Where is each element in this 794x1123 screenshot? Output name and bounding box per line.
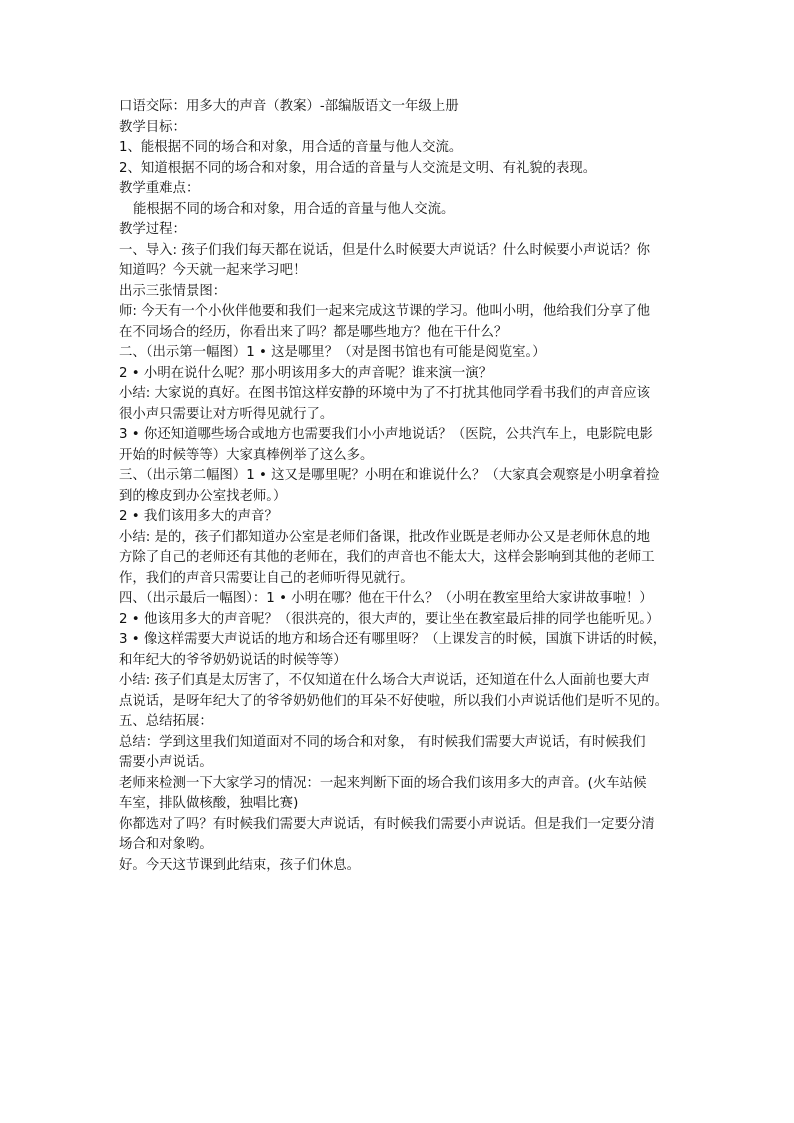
- paragraph-line: 2 • 小明在说什么呢？那小明该用多大的声音呢？谁来演一演？: [119, 365, 493, 381]
- paragraph-line: 师: 今天有一个小伙伴他要和我们一起来完成这节课的学习。他叫小明，他给我们分享了他: [119, 304, 650, 319]
- paragraph-line: 3 • 像这样需要大声说话的地方和场合还有哪里呀？（上课发言的时候，国旗下讲话的时候，: [119, 632, 667, 647]
- paragraph-line: 你都选对了吗？有时候我们需要大声说话，有时候我们需要小声说话。但是我们一定要分清: [119, 816, 655, 832]
- document-title: 口语交际：用多大的声音（教案）-部编版语文一年级上册: [119, 99, 459, 114]
- paragraph-line: 小结: 是的，孩子们都知道办公室是老师们备课，批改作业既是老师办公又是老师休息的地: [119, 529, 650, 545]
- paragraph-line: 2 • 我们该用多大的声音？: [119, 509, 278, 524]
- document-page: [119, 97, 684, 876]
- objective-1: 1、能根据不同的场合和对象，用合适的音量与他人交流。: [119, 140, 463, 155]
- paragraph-line: 四、（出示最后一幅图）：1 • 小明在哪？他在干什么？（小明在教室里给大家讲故事啦！）: [119, 591, 653, 606]
- section-heading-summary: 五、总结拓展：: [119, 714, 213, 729]
- section-heading-process: 教学过程：: [119, 222, 186, 237]
- objective-2: 2、知道根据不同的场合和对象，用合适的音量与人交流是文明、有礼貌的表现。: [119, 160, 597, 176]
- paragraph-line: 车室，排队做核酸，独唱比赛): [119, 796, 299, 811]
- paragraph-line: 在不同场合的经历，你看出来了吗？都是哪些地方？他在干什么？: [119, 324, 508, 340]
- paragraph-line: 知道吗？今天就一起来学习吧！: [119, 263, 307, 278]
- paragraph-line: 方除了自己的老师还有其他的老师在，我们的声音也不能太大，这样会影响到其他的老师工: [119, 550, 655, 565]
- paragraph-line: 作，我们的声音只需要让自己的老师听得见就行。: [119, 570, 414, 586]
- paragraph-line: 开始的时候等等）大家真棒例举了这么多。: [119, 447, 374, 463]
- paragraph-line: 3 • 你还知道哪些场合或地方也需要我们小小声地说话？（医院，公共汽车上，电影院电影: [119, 427, 653, 442]
- paragraph-line: 和年纪大的爷爷奶奶说话的时候等等）: [119, 652, 347, 668]
- paragraph-line: 出示三张情景图：: [119, 283, 227, 299]
- section-heading-key-points: 教学重难点：: [119, 181, 200, 196]
- paragraph-line: 二、（出示第一幅图）1 • 这是哪里？（对是图书馆也有可能是阅览室。）: [119, 345, 546, 360]
- paragraph-line: 小结: 孩子们真是太厉害了，不仅知道在什么场合大声说话，还知道在什么人面前也要大声: [119, 673, 650, 688]
- paragraph-line: 需要小声说话。: [119, 755, 213, 770]
- paragraph-line: 老师来检测一下大家学习的情况：一起来判断下面的场合我们该用多大的声音。(火车站候: [119, 775, 647, 791]
- paragraph-line: 2 • 他该用多大的声音呢？（很洪亮的，很大声的，要让坐在教室最后排的同学也能听见。）: [119, 611, 660, 627]
- key-point: 能根据不同的场合和对象，用合适的音量与他人交流。: [133, 201, 455, 217]
- paragraph-line: 总结：学到这里我们知道面对不同的场合和对象， 有时候我们需要大声说话，有时候我们: [119, 734, 646, 750]
- section-heading-objectives: 教学目标：: [119, 119, 186, 135]
- paragraph-line: 点说话，是呀年纪大了的爷爷奶奶他们的耳朵不好使啦，所以我们小声说话他们是听不见的。: [119, 693, 669, 709]
- paragraph-line: 场合和对象哟。: [119, 837, 213, 852]
- paragraph-line: 小结: 大家说的真好。在图书馆这样安静的环境中为了不打扰其他同学看书我们的声音应该: [119, 386, 650, 401]
- closing-line: 好。今天这节课到此结束，孩子们休息。: [119, 857, 361, 873]
- paragraph-line: 到的橡皮到办公室找老师。）: [119, 488, 287, 504]
- paragraph-line: 三、（出示第二幅图）1 • 这又是哪里呢？小明在和谁说什么？（大家真会观察是小明拿着捡: [119, 468, 660, 483]
- paragraph-line: 一、导入: 孩子们我们每天都在说话，但是什么时候要大声说话？什么时候要小声说话？你: [119, 242, 650, 258]
- paragraph-line: 很小声只需要让对方听得见就行了。: [119, 406, 334, 422]
